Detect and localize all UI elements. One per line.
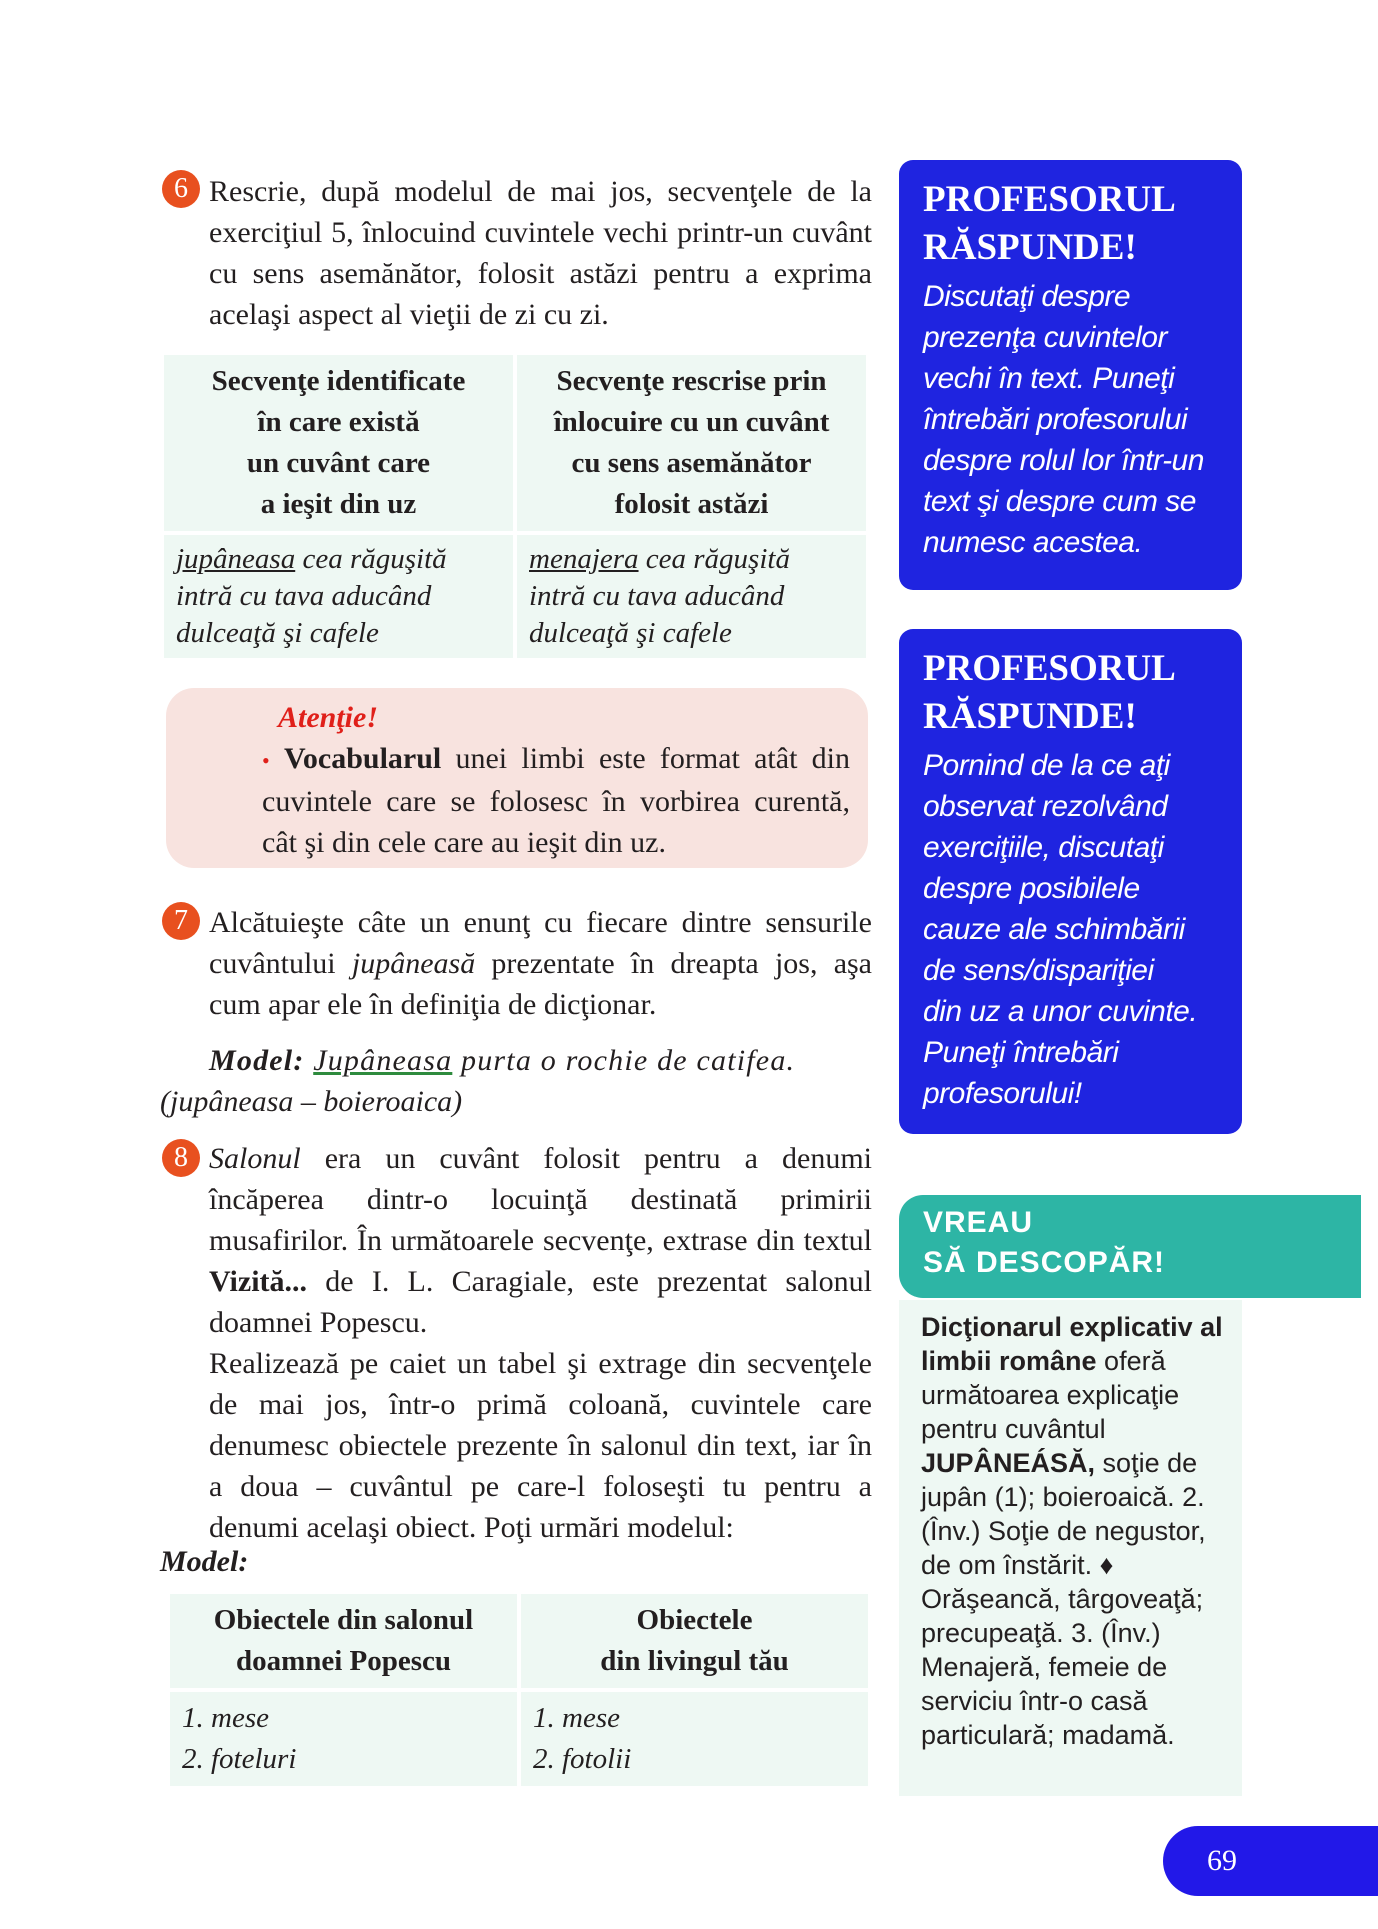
table8-header-col1: Obiectele din salonul doamnei Popescu: [170, 1594, 517, 1688]
page-number: 69: [1163, 1826, 1378, 1896]
table6-header-col2: Secvenţe rescrise prin înlocuire cu un cuvânt cu sens asemănător folosit astăzi: [517, 355, 866, 531]
exercise-7-number: 7: [162, 902, 200, 940]
exercise-7-model-paren: (jupâneasa – boieroaica): [160, 1085, 463, 1118]
dictionary-definition: Dicţionarul explicativ al limbii române oferă următoarea explicaţie pentru cuvântul JUPÂNEÁSĂ, soţie de jupân (1); boieroaică. 2. (Înv.) Soţie de negustor, de om înstărit. ♦ Orăşeancă, târgoveaţă; precupeaţă. 3. (Înv.) Menajeră, femeie de serviciu într-o casă particulară; madamă.: [899, 1300, 1242, 1796]
exercise-8-instruction: Realizează pe caiet un tabel şi extrage din secvenţele de mai jos, într-o primă coloană, cuvintele care denumesc obiectele prezente în salonul din text, iar în a doua – cuvântul pe care-l foloseşti tu pentru a denumi acelaşi obiect. Poţi urmări modelul:: [209, 1347, 872, 1544]
teacher-answers-box-2: [899, 629, 1242, 1134]
exercise-8-model-label: Model:: [160, 1545, 249, 1578]
attention-text: • Vocabularul unei limbi este format atât din cuvintele care se folosesc în vorbirea curentă, cât şi din cele care au ieşit din uz.: [262, 742, 851, 859]
exercise-8-text: Salonul era un cuvânt folosit pentru a denumi încăperea dintr-o locuinţă destinată primirii musafirilor. În următoarele secvenţe, extrase din textul Vizită... de I. L. Caragiale, este prezentat salonul doamnei Popescu.: [209, 1142, 872, 1339]
table8-cell-col2: 1. mese 2. fotolii: [521, 1692, 868, 1786]
exercise-6-text: Rescrie, după modelul de mai jos, secvenţele de la exerciţiul 5, înlocuind cuvintele vechi printr-un cuvânt cu sens asemănător, folosit astăzi pentru a exprima acelaşi aspect al vieţii de zi cu zi.: [209, 175, 872, 331]
exercise-7-text: Alcătuieşte câte un enunţ cu fiecare dintre sensurile cuvântului jupâneasă prezentate în dreapta jos, aşa cum apar ele în definiţia de dicţionar.: [209, 906, 872, 1021]
table6-cell-col1: jupâneasa cea răguşită intră cu tava aducând dulceaţă şi cafele: [164, 535, 513, 658]
exercise-7-model: Model: Jupâneasa purta o rochie de catifea.: [209, 1044, 796, 1077]
box2-body: Pornind de la ce aţi observat rezolvând exerciţiile, discutaţi despre posibilele cauze ale schimbării de sens/dispariţiei din uz a unor cuvinte. Puneţi întrebări profesorului!: [923, 749, 1198, 1110]
table8-header-col2: Obiectele din livingul tău: [521, 1594, 868, 1688]
teacher-answers-box-1: [899, 160, 1242, 590]
exercise-6-number: 6: [162, 170, 200, 208]
discover-heading-box: VREAU SĂ DESCOPĂR!: [899, 1195, 1361, 1298]
exercise-6-table: [160, 351, 870, 662]
table6-header-col1: Secvenţe identificate în care există un cuvânt care a ieşit din uz: [164, 355, 513, 531]
attention-title: Atenţie!: [278, 701, 379, 734]
box1-body: Discutaţi despre prezenţa cuvintelor vechi în text. Puneţi întrebări profesorului despre rolul lor într-un text şi despre cum se numesc acestea.: [923, 280, 1204, 559]
attention-box: [166, 688, 868, 868]
box1-heading: PROFESORUL RĂSPUNDE!: [923, 179, 1176, 268]
table8-cell-col1: 1. mese 2. foteluri: [170, 1692, 517, 1786]
table6-cell-col2: menajera cea răguşită intră cu tava aducând dulceaţă şi cafele: [517, 535, 866, 658]
exercise-8-table: [166, 1590, 872, 1790]
exercise-8-number: 8: [162, 1139, 200, 1177]
box2-heading: PROFESORUL RĂSPUNDE!: [923, 648, 1176, 737]
